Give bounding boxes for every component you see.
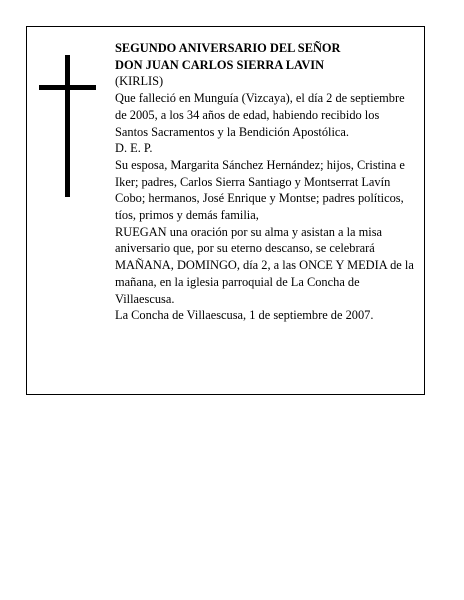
request-paragraph: RUEGAN una oración por su alma y asistan a la misa aniversario que, por su eterno descanso, se celebrará MAÑANA, DOMINGO, día 2, a las ONCE Y MEDIA de la mañana, en la iglesia parroquial de La Concha de Villaescusa. xyxy=(115,224,414,306)
heading-line-1: SEGUNDO ANIVERSARIO DEL SEÑOR xyxy=(115,41,341,55)
obituary-notice xyxy=(26,26,425,395)
nickname: (KIRLIS) xyxy=(115,74,164,89)
death-paragraph: Que falleció en Munguía (Vizcaya), el día 2 de septiembre de 2005, a los 34 años de edad, habiendo recibido los Santos Sacramentos y la Bendición Apostólica. xyxy=(115,91,405,139)
cross-vertical-bar xyxy=(65,55,70,197)
place-date: La Concha de Villaescusa, 1 de septiembre de 2007. xyxy=(115,308,374,323)
cross-icon xyxy=(39,55,95,197)
family-paragraph: Su esposa, Margarita Sánchez Hernández; hijos, Cristina e Iker; padres, Carlos Sierra Santiago y Montserrat Lavín Cobo; hermanos, José Enrique y Montse; padres políticos, tíos, primos y demás familia, xyxy=(115,157,405,223)
heading-line-2: DON JUAN CARLOS SIERRA LAVIN xyxy=(115,57,325,72)
rip-text: D. E. P. xyxy=(115,141,153,156)
notice-text xyxy=(115,40,415,324)
cross-horizontal-bar xyxy=(39,85,96,90)
